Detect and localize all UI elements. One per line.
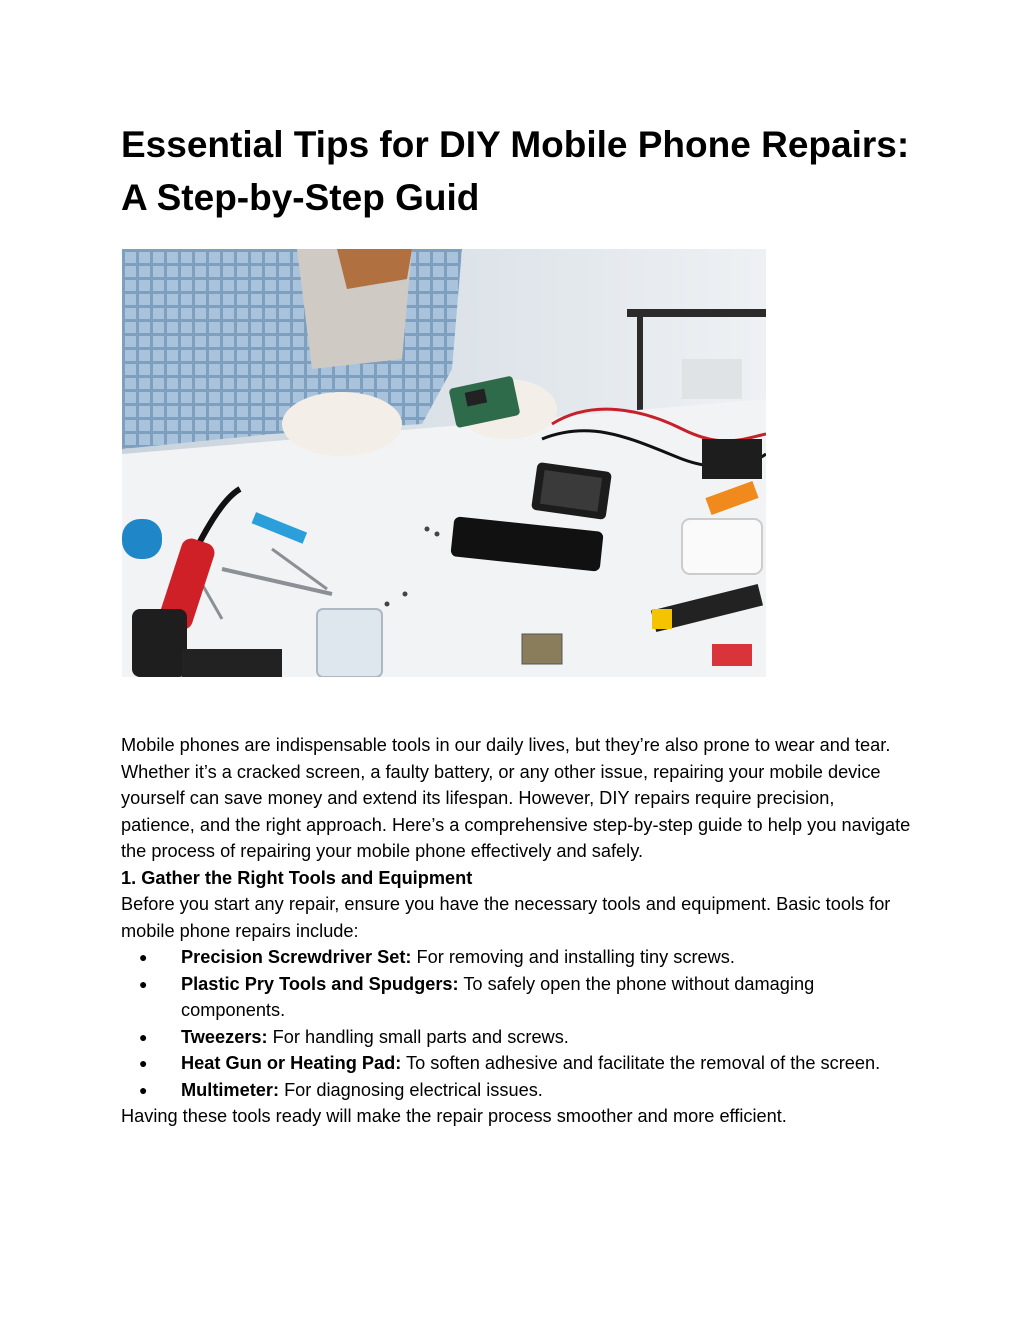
list-item — [121, 1024, 911, 1051]
repair-photo-illustration — [122, 249, 766, 677]
item-term: Heat Gun or Heating Pad: — [181, 1053, 402, 1073]
section-heading: 1. Gather the Right Tools and Equipment — [121, 867, 473, 888]
intro-paragraph: Mobile phones are indispensable tools in our daily lives, but they’re also prone to wear and tear. Whether it’s a cracked screen, a faulty battery, or any other issue, repairing your mobile device yourself can save money and extend its lifespan. However, DIY repairs require precision, patience, and the right approach. Here’s a comprehensive step-by-step guide to help you navigate the process of repairing your mobile phone effectively and safely. — [121, 735, 911, 861]
section-closing: Having these tools ready will make the repair process smoother and more efficient. — [121, 1106, 787, 1126]
page-title: Essential Tips for DIY Mobile Phone Repairs: A Step-by-Step Guid — [121, 124, 910, 218]
item-description: To safely open the phone without damaging components. — [181, 973, 815, 1020]
bullet: ● — [139, 949, 148, 965]
tools-list — [121, 944, 911, 1103]
item-description: To soften adhesive and facilitate the removal of the screen. — [401, 1053, 881, 1073]
list-item — [121, 1077, 911, 1104]
list-item — [121, 971, 911, 1024]
bullet: ● — [139, 975, 148, 992]
item-term: Plastic Pry Tools and Spudgers: — [181, 973, 459, 994]
bullet: ● — [139, 1055, 148, 1071]
article-body — [121, 732, 911, 1130]
item-description: For diagnosing electrical issues. — [279, 1079, 543, 1100]
item-term: Multimeter: — [181, 1079, 280, 1100]
item-term: Tweezers: — [181, 1026, 268, 1047]
item-term: Precision Screwdriver Set: — [181, 947, 412, 967]
list-item — [121, 1050, 911, 1077]
bullet: ● — [139, 1028, 148, 1045]
item-description: For removing and installing tiny screws. — [411, 947, 735, 967]
list-item — [121, 944, 911, 971]
item-description: For handling small parts and screws. — [267, 1026, 569, 1047]
repair-photo — [122, 249, 766, 677]
section-lead: Before you start any repair, ensure you have the necessary tools and equipment. Basic tools for mobile phone repairs include: — [121, 894, 891, 941]
bullet: ● — [139, 1081, 148, 1098]
